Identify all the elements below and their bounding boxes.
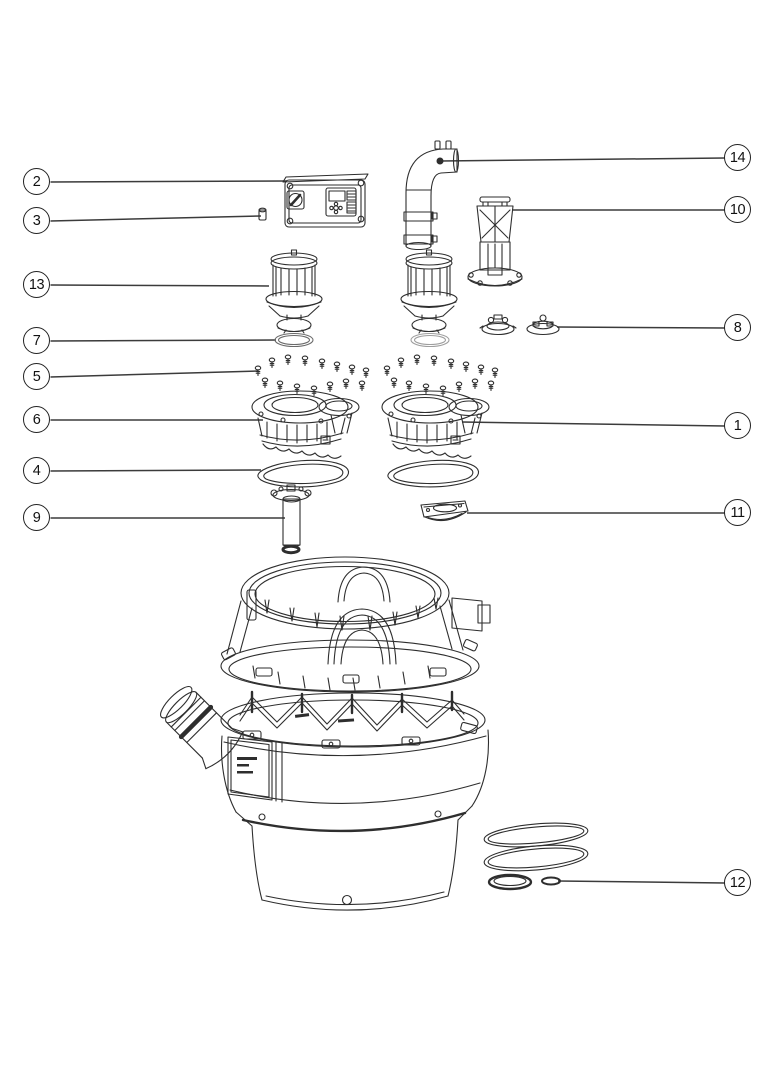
callout-4 [23,457,50,484]
callout-10 [724,196,751,223]
o-ring-kit-drawing [483,820,589,889]
callout-10-number: 10 [729,201,746,218]
shaft-assembly-drawing [271,485,311,553]
cover-plate-drawing [421,501,468,521]
callout-9-number: 9 [32,509,41,526]
callout-11 [724,499,751,526]
diffuser-left-drawing [252,391,359,458]
plug-fitting-drawing [259,208,266,220]
callout-3 [23,207,50,234]
gasket-right-drawing [388,460,479,487]
o-ring-right-drawing [411,334,449,347]
callout-12-number: 12 [729,874,746,891]
callout-13 [23,271,50,298]
callout-6-number: 6 [32,411,41,428]
callout-5 [23,363,50,390]
callout-8-number: 8 [733,319,742,336]
callout-7-number: 7 [32,332,41,349]
callout-4-number: 4 [32,462,41,479]
screw-cluster-left [255,355,368,395]
callout-6 [23,406,50,433]
gasket-left-drawing [258,460,349,487]
callout-7 [23,327,50,354]
control-panel-drawing [283,174,368,227]
callout-3-number: 3 [32,212,41,229]
callout-14-number: 14 [729,149,746,166]
callout-5-number: 5 [32,368,41,385]
callout-2 [23,168,50,195]
callout-2-number: 2 [32,173,41,190]
float-valve-left-drawing [266,250,322,333]
screw-cluster-right [384,355,497,395]
leader-lines [51,158,725,883]
tank-assembly-drawing [153,557,490,910]
outlet-elbow-drawing [404,141,459,250]
callout-11-number: 11 [730,504,745,521]
float-valve-right-drawing [401,250,457,333]
o-ring-left-drawing [275,334,313,347]
callout-1-number: 1 [733,417,742,434]
callout-9 [23,504,50,531]
callout-13-number: 13 [28,276,45,293]
callout-8 [724,314,751,341]
callout-14 [724,144,751,171]
diffuser-right-drawing [382,391,489,458]
callout-1 [724,412,751,439]
callout-12 [724,869,751,896]
valve-seal-pair-drawing [480,315,559,335]
